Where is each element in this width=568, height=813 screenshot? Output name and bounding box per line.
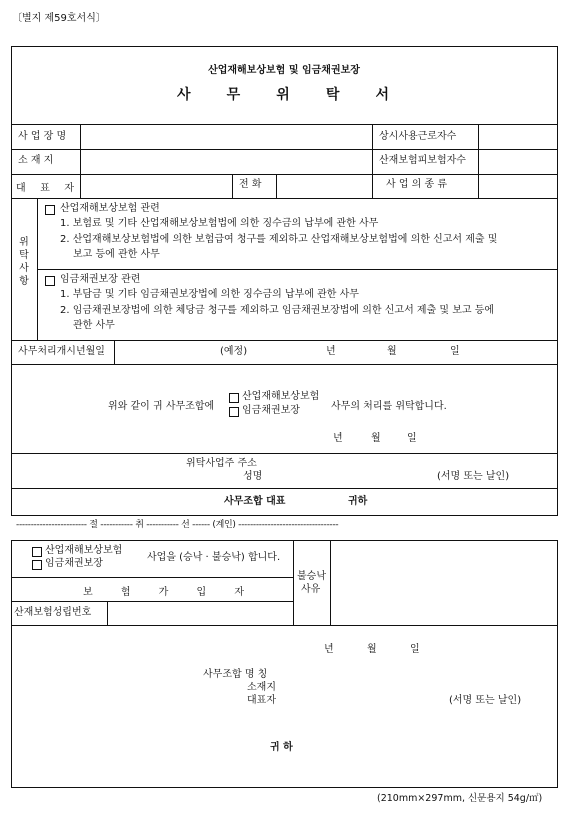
- reply-addressee: 귀 하: [270, 742, 293, 753]
- entruster-address-label: 위탁사업주 주소: [186, 458, 257, 469]
- start-date-month: 월: [387, 346, 397, 357]
- sec1-title: 산업재해보상보험 관련: [60, 203, 160, 214]
- insured-label: 보 험 가 입 자: [83, 587, 244, 598]
- addressee-suffix: 귀하: [348, 496, 368, 507]
- sec2-item2-cont: 관한 사무: [73, 320, 115, 331]
- form-number: 〔별지 제59호서식〕: [12, 13, 106, 24]
- representative-label: 대 표 자: [16, 183, 74, 194]
- request-suffix: 사무의 처리를 위탁합니다.: [331, 401, 447, 412]
- start-date-year: 년: [326, 346, 336, 357]
- sec2-item2: 2. 임금채권보장법에 의한 체당금 청구를 제외하고 임금채권보장법에 의한 신고서 제출 및 보고 등에: [60, 305, 495, 316]
- reply-day: 일: [410, 644, 420, 655]
- start-date-label: 사무처리개시년월일: [18, 346, 105, 357]
- reply-opt1: 산업재해보상보험: [45, 545, 123, 556]
- association-sign: (서명 또는 날인): [449, 695, 522, 706]
- entruster-name-label: 성명: [243, 471, 263, 482]
- insured-workers-label: 산재보험피보험자수: [379, 155, 466, 166]
- request-year: 년: [333, 433, 343, 444]
- association-address-label: 소재지: [247, 682, 276, 693]
- phone-label: 전 화: [239, 179, 262, 190]
- reply-wage-checkbox[interactable]: [32, 560, 42, 570]
- reply-year: 년: [324, 644, 334, 655]
- business-type-label: 사 업 의 종 류: [386, 179, 448, 190]
- establishment-no-label: 산재보험성립번호: [14, 607, 92, 618]
- request-day: 일: [407, 433, 417, 444]
- form-title: 사 무 위 탁 서: [177, 87, 389, 103]
- sec1-item1: 1. 보험료 및 기타 산업재해보상보험법에 의한 징수금의 납부에 관한 사무: [60, 218, 379, 229]
- rejection-reason-label-2: 사유: [301, 584, 321, 595]
- request-prefix: 위와 같이 귀 사무조합에: [108, 401, 215, 412]
- request-month: 월: [371, 433, 381, 444]
- entruster-sign: (서명 또는 날인): [437, 471, 510, 482]
- request-opt2: 임금채권보장: [242, 405, 300, 416]
- reply-month: 월: [367, 644, 377, 655]
- association-name-label: 사무조합 명 칭: [203, 669, 268, 680]
- sec1-item2: 2. 산업재해보상보험법에 의한 보험급여 청구를 제외하고 산업재해보상보험법에 의한 신고서 제출 및: [60, 234, 498, 245]
- company-name-label: 사 업 장 명: [18, 131, 67, 142]
- location-label: 소 재 지: [18, 155, 54, 166]
- start-date-day: 일: [450, 346, 460, 357]
- addressee: 사무조합 대표: [224, 496, 286, 507]
- reply-text: 사업을 (승낙 · 불승낙) 합니다.: [147, 552, 281, 563]
- sec2-title: 임금채권보장 관련: [60, 274, 141, 285]
- establishment-no-field[interactable]: [108, 602, 292, 624]
- rejection-reason-label-1: 불승낙: [297, 571, 326, 582]
- association-rep-label: 대표자: [247, 695, 276, 706]
- entrust-label: 위 탁 사 항: [19, 237, 29, 287]
- start-date-expected: (예정): [220, 346, 248, 357]
- sec1-item2-cont: 보고 등에 관한 사무: [73, 249, 160, 260]
- regular-workers-label: 상시사용근로자수: [379, 131, 457, 142]
- reply-opt2: 임금채권보장: [45, 558, 103, 569]
- reply-iaci-checkbox[interactable]: [32, 547, 42, 557]
- request-opt1: 산업재해보상보험: [242, 391, 320, 402]
- form-subtitle: 산업재해보상보험 및 임금채권보장: [208, 65, 360, 76]
- rejection-reason-field[interactable]: [331, 541, 556, 624]
- sec2-item1: 1. 부담금 및 기타 임금채권보장법에 의한 징수금의 납부에 관한 사무: [60, 289, 359, 300]
- paper-spec: (210mm×297mm, 신문용지 54g/㎡): [377, 793, 543, 804]
- cut-line: ------------------------ 절 ----------- 취 ----------- 선 ------ (계인) ----------------------------------: [16, 520, 339, 530]
